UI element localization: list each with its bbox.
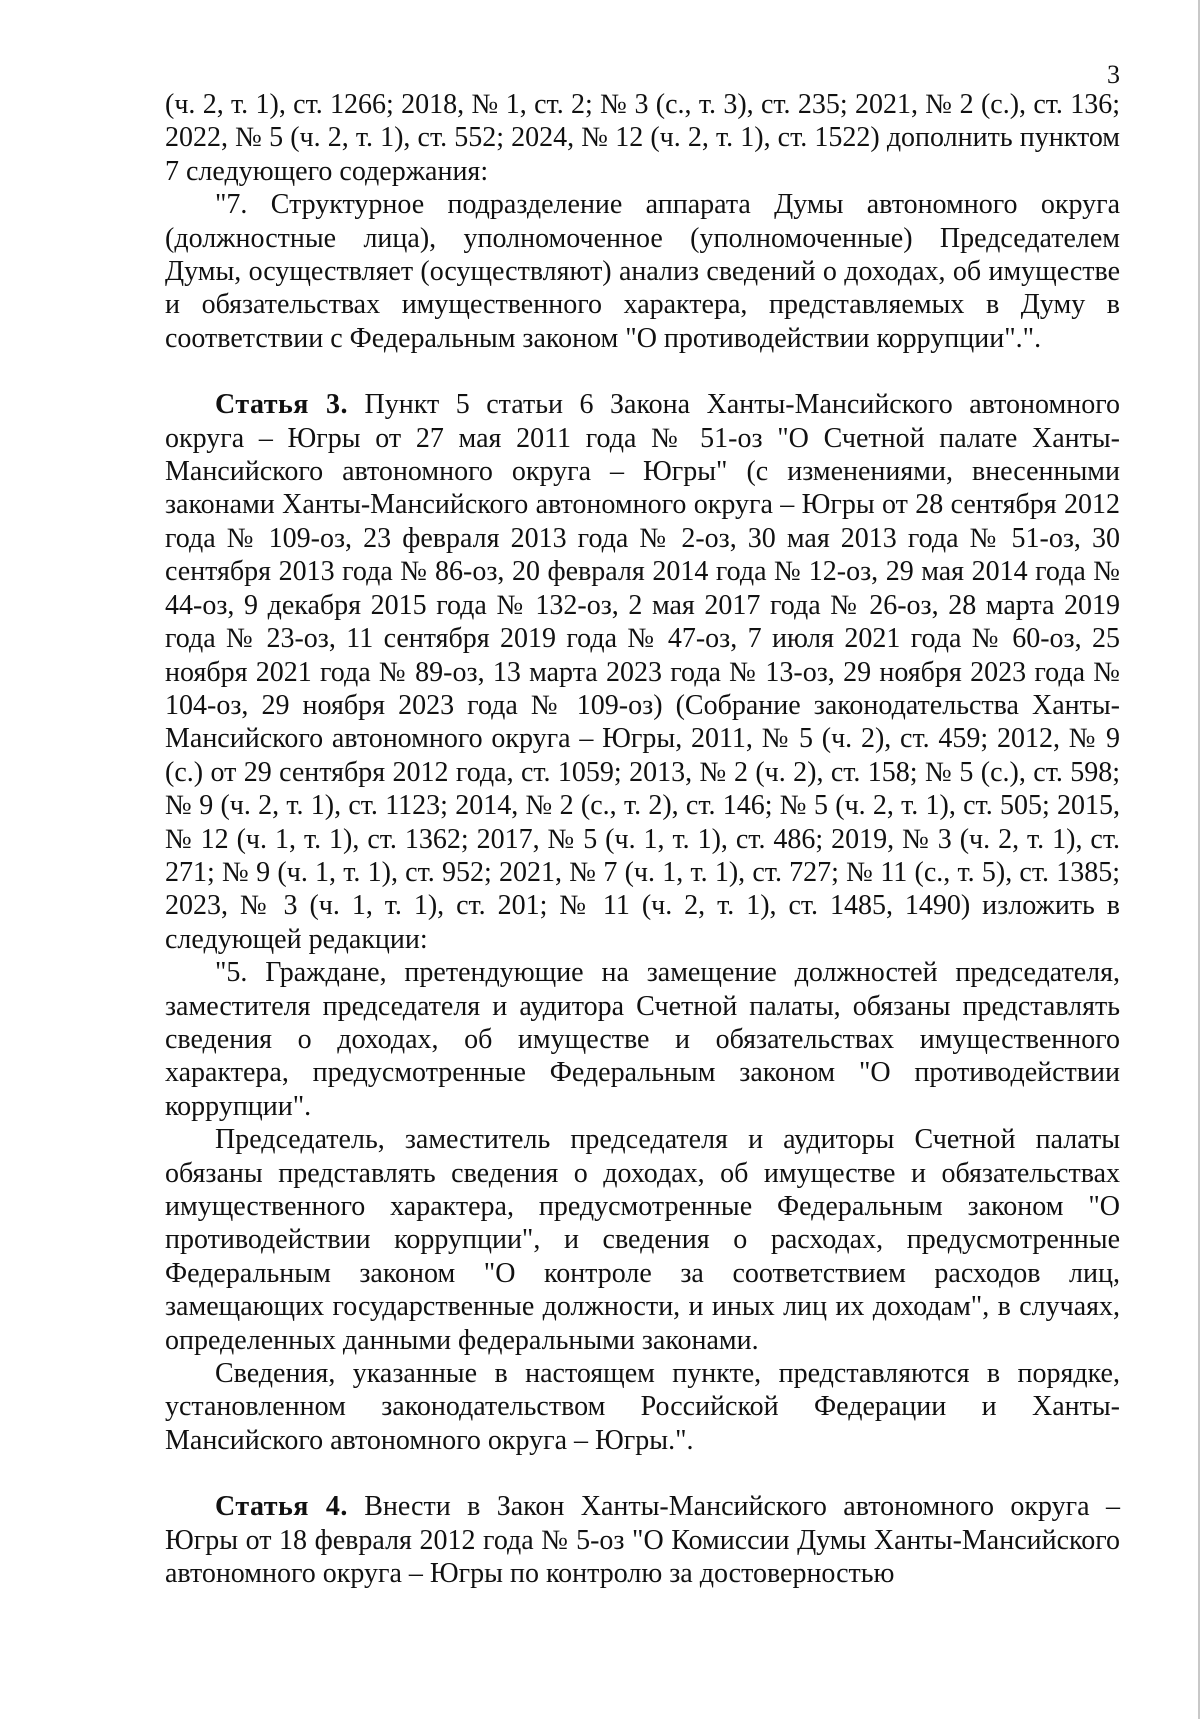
article-4-heading: Статья 4. [215, 1491, 348, 1523]
paragraph-point-7: "7. Структурное подразделение аппарата Думы автономного округа (должностные лица), уполномоченное (уполномоченные) Председателем Думы, осуществляет (осуществляют) анализ сведений о доходах, об имуществе и обязательствах имущественного характера, представляемых в Думу в соответствии с Федеральным законом "О противодействии коррупции".". [165, 189, 1120, 354]
document-body [165, 88, 1120, 1590]
paragraph-chairman-obligations: Председатель, заместитель председателя и аудиторы Счетной палаты обязаны представлять сведения о доходах, об имуществе и обязательствах имущественного характера, предусмотренные Федеральным законом "О противодействии коррупции", и сведения о расходах, предусмотренные Федеральным законом "О контроле за соответствием расходов лиц, замещающих государственные должности, и иных лиц их доходам", в случаях, определенных данными федеральными законами. [165, 1124, 1120, 1356]
article-4-text: Внести в Закон Ханты-Мансийского автономного округа – Югры от 18 февраля 2012 года № 5-оз "О Комиссии Думы Ханты-Мансийского автономного округа – Югры по контролю за достоверностью [165, 1491, 1120, 1590]
article-4 [165, 1490, 1120, 1590]
article-3-heading: Статья 3. [215, 389, 348, 421]
paragraph-point-5: "5. Граждане, претендующие на замещение должностей председателя, заместителя председателя и аудитора Счетной палаты, обязаны представлять сведения о доходах, об имуществе и обязательствах имущественного характера, предусмотренные Федеральным законом "О противодействии коррупции". [165, 957, 1120, 1122]
page-number: 3 [1107, 60, 1120, 89]
paragraph-procedure: Сведения, указанные в настоящем пункте, представляются в порядке, установленном законодательством Российской Федерации и Ханты-Мансийского автономного округа – Югры.". [165, 1358, 1120, 1456]
article-3-text: Пункт 5 статьи 6 Закона Ханты-Мансийского автономного округа – Югры от 27 мая 2011 года № 51-оз "О Счетной палате Ханты-Мансийского автономного округа – Югры" (с изменениями, внесенными законами Ханты-Мансийского автономного округа – Югры от 28 сентября 2012 года № 109-оз, 23 февраля 2013 года № 2-оз, 30 мая 2013 года № 51-оз, 30 сентября 2013 года № 86-оз, 20 февраля 2014 года № 12-оз, 29 мая 2014 года № 44-оз, 9 декабря 2015 года № 132-оз, 2 мая 2017 года № 26-оз, 28 марта 2019 года № 23-оз, 11 сентября 2019 года № 47-оз, 7 июля 2021 года № 60-оз, 25 ноября 2021 года № 89-оз, 13 марта 2023 года № 13-оз, 29 ноября 2023 года № 104-оз, 29 ноября 2023 года № 109-оз) (Собрание законодательства Ханты-Мансийского автономного округа – Югры, 2011, № 5 (ч. 2), ст. 459; 2012, № 9 (с.) от 29 сентября 2012 года, ст. 1059; 2013, № 2 (ч. 2), ст. 158; № 5 (с.), ст. 598; № 9 (ч. 2, т. 1), ст. 1123; 2014, № 2 (с., т. 2), ст. 146; № 5 (ч. 2, т. 1), ст. 505; 2015, № 12 (ч. 1, т. 1), ст. 1362; 2017, № 5 (ч. 1, т. 1), ст. 486; 2019, № 3 (ч. 2, т. 1), ст. 271; № 9 (ч. 1, т. 1), ст. 952; 2021, № 7 (ч. 1, т. 1), ст. 727; № 11 (с., т. 5), ст. 1385; 2023, № 3 (ч. 1, т. 1), ст. 201; № 11 (ч. 2, т. 1), ст. 1485, 1490) изложить в следующей редакции: [165, 389, 1120, 955]
article-3 [165, 388, 1120, 956]
paragraph-amendment-sources: (ч. 2, т. 1), ст. 1266; 2018, № 1, ст. 2; № 3 (с., т. 3), ст. 235; 2021, № 2 (с.), ст. 136; 2022, № 5 (ч. 2, т. 1), ст. 552; 2024, № 12 (ч. 2, т. 1), ст. 1522) дополнить пунктом 7 следующего содержания: [165, 89, 1120, 187]
